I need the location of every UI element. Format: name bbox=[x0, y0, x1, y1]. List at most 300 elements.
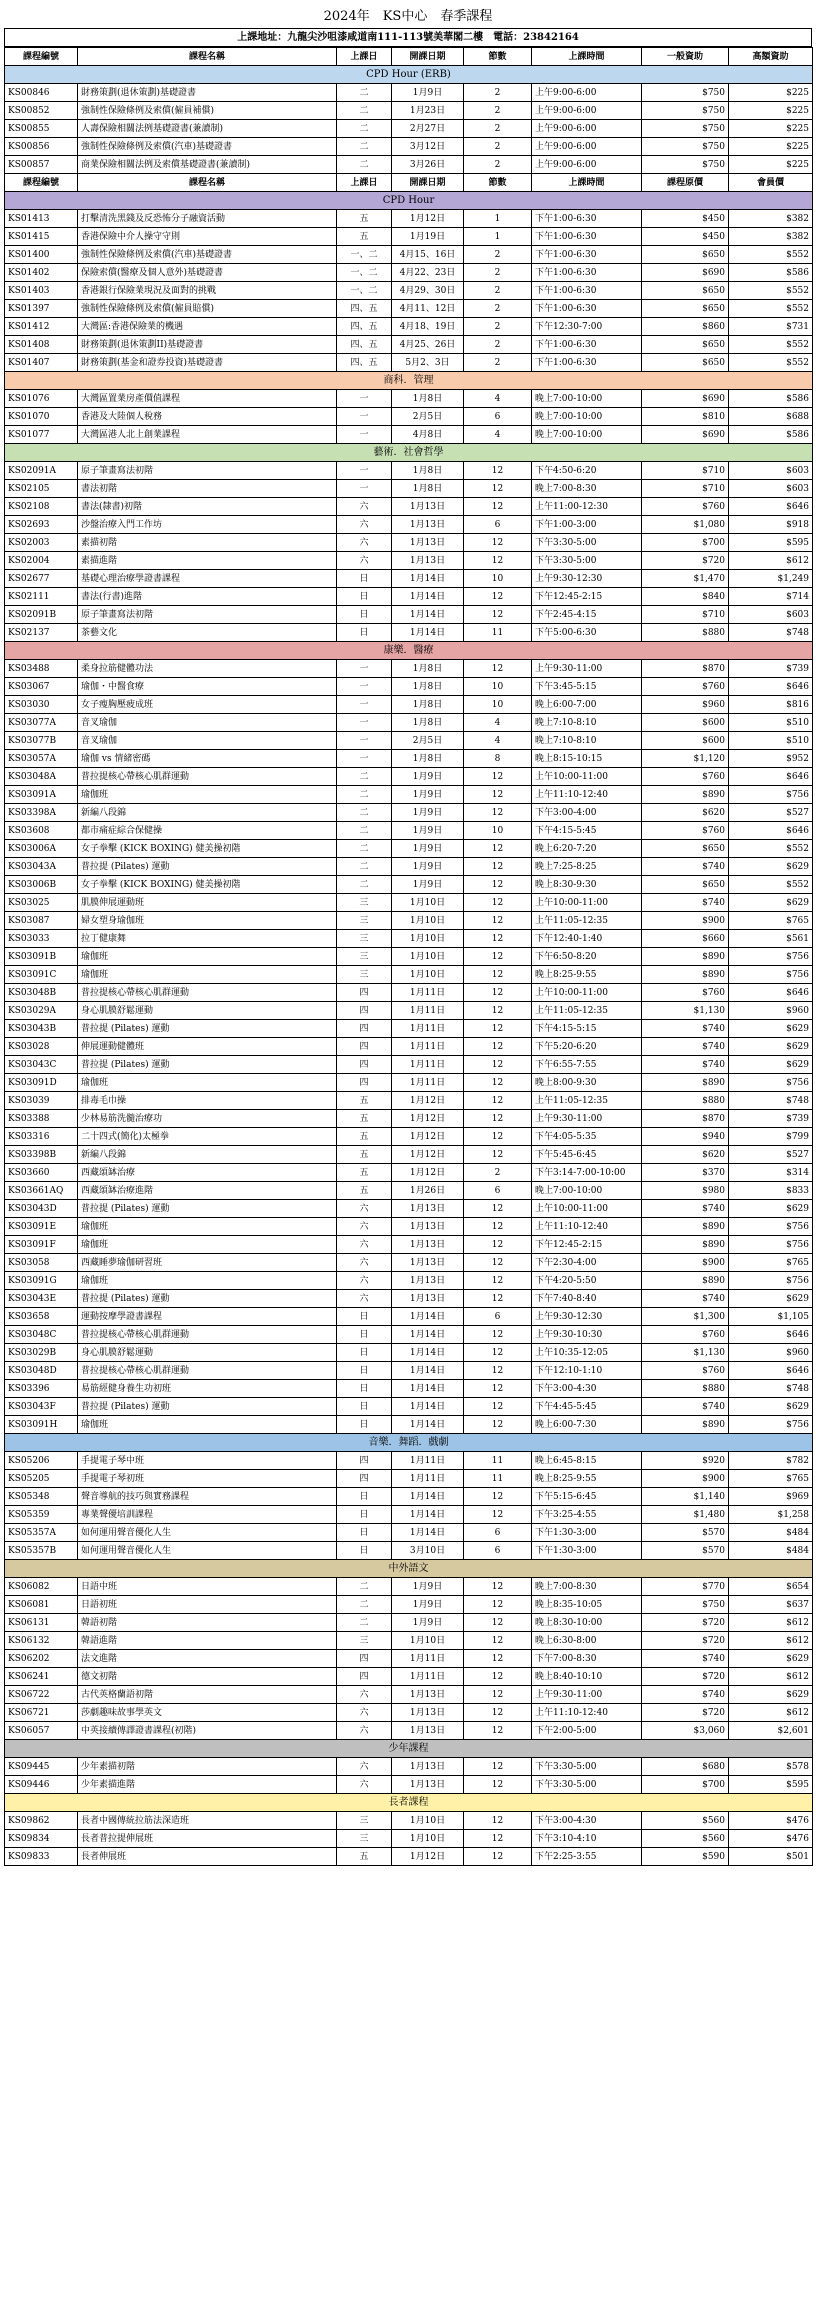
class-day-cell: 日 bbox=[337, 1416, 392, 1434]
price-a-cell: $890 bbox=[642, 1416, 729, 1434]
table-row bbox=[5, 1182, 813, 1200]
price-a-cell: $960 bbox=[642, 696, 729, 714]
course-name-cell: 強制性保險條例及索償(汽車)基礎證書 bbox=[78, 246, 337, 264]
price-b-cell: $612 bbox=[729, 1614, 813, 1632]
price-a-cell: $720 bbox=[642, 1632, 729, 1650]
class-day-cell: 四 bbox=[337, 1020, 392, 1038]
sessions-cell: 2 bbox=[464, 354, 532, 372]
course-code-cell: KS02677 bbox=[5, 570, 78, 588]
table-row bbox=[5, 1002, 813, 1020]
course-name-cell: 少林易筋洗髓治療功 bbox=[78, 1110, 337, 1128]
price-b-cell: $739 bbox=[729, 660, 813, 678]
start-date-cell: 1月10日 bbox=[392, 966, 464, 984]
address-line: 上課地址：九龍尖沙咀漆咸道南111-113號美華閣二樓 電話：23842164 bbox=[4, 28, 812, 47]
class-day-cell: 日 bbox=[337, 1542, 392, 1560]
course-code-cell: KS03048B bbox=[5, 984, 78, 1002]
class-time-cell: 下午3:00-4:30 bbox=[532, 1812, 642, 1830]
class-time-cell: 上午11:10-12:40 bbox=[532, 1704, 642, 1722]
class-day-cell: 一、二 bbox=[337, 246, 392, 264]
course-name-cell: 韓語進階 bbox=[78, 1632, 337, 1650]
price-b-cell: $586 bbox=[729, 390, 813, 408]
header-class-day: 上課日 bbox=[337, 174, 392, 192]
course-name-cell: 西藏頌缽治療 bbox=[78, 1164, 337, 1182]
price-b-cell: $552 bbox=[729, 300, 813, 318]
price-a-cell: $650 bbox=[642, 246, 729, 264]
price-a-cell: $560 bbox=[642, 1812, 729, 1830]
sessions-cell: 2 bbox=[464, 102, 532, 120]
price-b-cell: $756 bbox=[729, 1218, 813, 1236]
table-row bbox=[5, 480, 813, 498]
class-time-cell: 上午9:30-10:30 bbox=[532, 1326, 642, 1344]
course-name-cell: 手提電子琴中班 bbox=[78, 1452, 337, 1470]
table-row bbox=[5, 732, 813, 750]
course-code-cell: KS06241 bbox=[5, 1668, 78, 1686]
sessions-cell: 12 bbox=[464, 480, 532, 498]
course-code-cell: KS03388 bbox=[5, 1110, 78, 1128]
table-row bbox=[5, 1596, 813, 1614]
table-row bbox=[5, 1020, 813, 1038]
price-a-cell: $750 bbox=[642, 138, 729, 156]
sessions-cell: 12 bbox=[464, 1128, 532, 1146]
course-code-cell: KS03033 bbox=[5, 930, 78, 948]
table-row bbox=[5, 1362, 813, 1380]
sessions-cell: 10 bbox=[464, 570, 532, 588]
class-day-cell: 六 bbox=[337, 1218, 392, 1236]
class-day-cell: 四、五 bbox=[337, 318, 392, 336]
table-row bbox=[5, 1848, 813, 1866]
course-name-cell: 香港保險中介人操守守則 bbox=[78, 228, 337, 246]
table-row bbox=[5, 300, 813, 318]
start-date-cell: 1月13日 bbox=[392, 1290, 464, 1308]
class-time-cell: 晚上6:45-8:15 bbox=[532, 1452, 642, 1470]
start-date-cell: 1月13日 bbox=[392, 552, 464, 570]
course-name-cell: 手提電子琴初班 bbox=[78, 1470, 337, 1488]
course-code-cell: KS03488 bbox=[5, 660, 78, 678]
sessions-cell: 2 bbox=[464, 138, 532, 156]
price-b-cell: $552 bbox=[729, 876, 813, 894]
sessions-cell: 4 bbox=[464, 714, 532, 732]
start-date-cell: 1月10日 bbox=[392, 930, 464, 948]
price-b-cell: $952 bbox=[729, 750, 813, 768]
class-day-cell: 二 bbox=[337, 1578, 392, 1596]
class-time-cell: 上午10:00-11:00 bbox=[532, 984, 642, 1002]
table-row bbox=[5, 120, 813, 138]
price-b-cell: $960 bbox=[729, 1344, 813, 1362]
sessions-cell: 11 bbox=[464, 1452, 532, 1470]
course-name-cell: 財務策劃(退休策劃II)基礎證書 bbox=[78, 336, 337, 354]
price-a-cell: $650 bbox=[642, 840, 729, 858]
sessions-cell: 12 bbox=[464, 1668, 532, 1686]
price-b-cell: $646 bbox=[729, 822, 813, 840]
price-a-cell: $740 bbox=[642, 1020, 729, 1038]
price-a-cell: $860 bbox=[642, 318, 729, 336]
price-b-cell: $561 bbox=[729, 930, 813, 948]
class-time-cell: 下午1:30-3:00 bbox=[532, 1542, 642, 1560]
price-a-cell: $700 bbox=[642, 534, 729, 552]
course-code-cell: KS03025 bbox=[5, 894, 78, 912]
course-code-cell: KS05357A bbox=[5, 1524, 78, 1542]
class-day-cell: 五 bbox=[337, 1182, 392, 1200]
price-b-cell: $646 bbox=[729, 498, 813, 516]
start-date-cell: 1月9日 bbox=[392, 822, 464, 840]
sessions-cell: 12 bbox=[464, 660, 532, 678]
header-start-date: 開課日期 bbox=[392, 174, 464, 192]
class-time-cell: 下午2:00-5:00 bbox=[532, 1722, 642, 1740]
section-title: 商科．管理 bbox=[5, 372, 813, 390]
class-time-cell: 下午3:00-4:30 bbox=[532, 1380, 642, 1398]
start-date-cell: 4月29、30日 bbox=[392, 282, 464, 300]
start-date-cell: 1月13日 bbox=[392, 498, 464, 516]
start-date-cell: 1月8日 bbox=[392, 660, 464, 678]
class-day-cell: 六 bbox=[337, 1290, 392, 1308]
course-code-cell: KS01415 bbox=[5, 228, 78, 246]
start-date-cell: 1月9日 bbox=[392, 786, 464, 804]
price-a-cell: $940 bbox=[642, 1128, 729, 1146]
price-a-cell: $690 bbox=[642, 426, 729, 444]
price-a-cell: $3,060 bbox=[642, 1722, 729, 1740]
header-course-code: 課程編號 bbox=[5, 174, 78, 192]
header-start-date: 開課日期 bbox=[392, 48, 464, 66]
price-a-cell: $700 bbox=[642, 1776, 729, 1794]
sessions-cell: 2 bbox=[464, 246, 532, 264]
price-a-cell: $720 bbox=[642, 1614, 729, 1632]
course-name-cell: 長者中國傳統拉筋法深造班 bbox=[78, 1812, 337, 1830]
table-row bbox=[5, 1758, 813, 1776]
course-code-cell: KS01400 bbox=[5, 246, 78, 264]
class-day-cell: 一 bbox=[337, 678, 392, 696]
class-time-cell: 下午3:45-5:15 bbox=[532, 678, 642, 696]
sessions-cell: 6 bbox=[464, 516, 532, 534]
start-date-cell: 1月14日 bbox=[392, 1506, 464, 1524]
table-row bbox=[5, 1470, 813, 1488]
course-name-cell: 書法(隸書)初階 bbox=[78, 498, 337, 516]
price-a-cell: $1,120 bbox=[642, 750, 729, 768]
start-date-cell: 1月10日 bbox=[392, 1812, 464, 1830]
course-code-cell: KS03091D bbox=[5, 1074, 78, 1092]
course-name-cell: 大灣區:香港保險業的機遇 bbox=[78, 318, 337, 336]
course-name-cell: 商業保險相關法例及索償基礎證書(兼讀制) bbox=[78, 156, 337, 174]
table-row bbox=[5, 1488, 813, 1506]
course-name-cell: 少年素描進階 bbox=[78, 1776, 337, 1794]
class-time-cell: 下午4:50-6:20 bbox=[532, 462, 642, 480]
course-name-cell: 如何運用聲音優化人生 bbox=[78, 1524, 337, 1542]
price-b-cell: $552 bbox=[729, 282, 813, 300]
start-date-cell: 1月10日 bbox=[392, 912, 464, 930]
price-b-cell: $510 bbox=[729, 732, 813, 750]
class-time-cell: 晚上8:30-9:30 bbox=[532, 876, 642, 894]
class-time-cell: 下午4:15-5:45 bbox=[532, 822, 642, 840]
course-name-cell: 瑜伽班 bbox=[78, 1074, 337, 1092]
course-name-cell: 二十四式(簡化)太極拳 bbox=[78, 1128, 337, 1146]
table-row bbox=[5, 1344, 813, 1362]
table-row bbox=[5, 1128, 813, 1146]
price-b-cell: $612 bbox=[729, 552, 813, 570]
class-time-cell: 下午12:45-2:15 bbox=[532, 588, 642, 606]
course-name-cell: 普拉提核心帶核心肌群運動 bbox=[78, 984, 337, 1002]
sessions-cell: 12 bbox=[464, 1218, 532, 1236]
price-a-cell: $650 bbox=[642, 282, 729, 300]
class-day-cell: 日 bbox=[337, 1344, 392, 1362]
price-a-cell: $760 bbox=[642, 678, 729, 696]
class-day-cell: 一 bbox=[337, 660, 392, 678]
course-code-cell: KS01077 bbox=[5, 426, 78, 444]
course-name-cell: 少年素描初階 bbox=[78, 1758, 337, 1776]
start-date-cell: 4月25、26日 bbox=[392, 336, 464, 354]
price-b-cell: $527 bbox=[729, 804, 813, 822]
price-a-cell: $890 bbox=[642, 966, 729, 984]
price-a-cell: $710 bbox=[642, 606, 729, 624]
table-row bbox=[5, 1650, 813, 1668]
price-b-cell: $225 bbox=[729, 138, 813, 156]
course-code-cell: KS03043B bbox=[5, 1020, 78, 1038]
table-row bbox=[5, 1578, 813, 1596]
price-b-cell: $765 bbox=[729, 912, 813, 930]
course-code-cell: KS06131 bbox=[5, 1614, 78, 1632]
price-b-cell: $552 bbox=[729, 246, 813, 264]
course-code-cell: KS06057 bbox=[5, 1722, 78, 1740]
class-day-cell: 四 bbox=[337, 1452, 392, 1470]
price-a-cell: $740 bbox=[642, 1056, 729, 1074]
course-code-cell: KS03087 bbox=[5, 912, 78, 930]
start-date-cell: 1月12日 bbox=[392, 1848, 464, 1866]
start-date-cell: 1月10日 bbox=[392, 1830, 464, 1848]
class-time-cell: 晚上7:00-10:00 bbox=[532, 408, 642, 426]
class-time-cell: 晚上8:25-9:55 bbox=[532, 1470, 642, 1488]
class-time-cell: 晚上7:00-8:30 bbox=[532, 480, 642, 498]
price-b-cell: $225 bbox=[729, 156, 813, 174]
class-day-cell: 一 bbox=[337, 732, 392, 750]
course-name-cell: 強制性保險條例及索償(僱員賠償) bbox=[78, 300, 337, 318]
course-code-cell: KS09445 bbox=[5, 1758, 78, 1776]
table-row bbox=[5, 1614, 813, 1632]
price-b-cell: $629 bbox=[729, 1650, 813, 1668]
course-code-cell: KS09446 bbox=[5, 1776, 78, 1794]
start-date-cell: 1月8日 bbox=[392, 714, 464, 732]
start-date-cell: 1月12日 bbox=[392, 1110, 464, 1128]
class-day-cell: 日 bbox=[337, 1488, 392, 1506]
price-a-cell: $740 bbox=[642, 858, 729, 876]
class-day-cell: 日 bbox=[337, 1326, 392, 1344]
sessions-cell: 12 bbox=[464, 1074, 532, 1092]
course-code-cell: KS01412 bbox=[5, 318, 78, 336]
price-a-cell: $620 bbox=[642, 804, 729, 822]
price-b-cell: $629 bbox=[729, 1038, 813, 1056]
class-time-cell: 下午2:25-3:55 bbox=[532, 1848, 642, 1866]
sessions-cell: 12 bbox=[464, 1326, 532, 1344]
start-date-cell: 1月10日 bbox=[392, 948, 464, 966]
class-day-cell: 日 bbox=[337, 624, 392, 642]
table-row bbox=[5, 822, 813, 840]
start-date-cell: 1月14日 bbox=[392, 570, 464, 588]
course-code-cell: KS03043E bbox=[5, 1290, 78, 1308]
class-time-cell: 下午6:50-8:20 bbox=[532, 948, 642, 966]
course-name-cell: 專業聲優培訓課程 bbox=[78, 1506, 337, 1524]
table-row bbox=[5, 876, 813, 894]
class-day-cell: 五 bbox=[337, 1092, 392, 1110]
course-name-cell: 運動按摩學證書課程 bbox=[78, 1308, 337, 1326]
table-row bbox=[5, 606, 813, 624]
table-row bbox=[5, 912, 813, 930]
class-day-cell: 日 bbox=[337, 1362, 392, 1380]
price-b-cell: $612 bbox=[729, 1668, 813, 1686]
price-b-cell: $476 bbox=[729, 1830, 813, 1848]
class-time-cell: 下午3:30-5:00 bbox=[532, 1758, 642, 1776]
course-name-cell: 中英接續傳譯證書課程(初階) bbox=[78, 1722, 337, 1740]
price-a-cell: $890 bbox=[642, 1074, 729, 1092]
class-day-cell: 日 bbox=[337, 1524, 392, 1542]
course-name-cell: 素描進階 bbox=[78, 552, 337, 570]
course-code-cell: KS03398A bbox=[5, 804, 78, 822]
price-b-cell: $782 bbox=[729, 1452, 813, 1470]
class-day-cell: 六 bbox=[337, 1200, 392, 1218]
table-row bbox=[5, 1722, 813, 1740]
price-b-cell: $510 bbox=[729, 714, 813, 732]
sessions-cell: 12 bbox=[464, 948, 532, 966]
class-day-cell: 一 bbox=[337, 750, 392, 768]
course-name-cell: 長者伸展班 bbox=[78, 1848, 337, 1866]
price-b-cell: $612 bbox=[729, 1632, 813, 1650]
price-b-cell: $756 bbox=[729, 1074, 813, 1092]
course-name-cell: 書法初階 bbox=[78, 480, 337, 498]
sessions-cell: 12 bbox=[464, 552, 532, 570]
course-code-cell: KS03658 bbox=[5, 1308, 78, 1326]
sessions-cell: 12 bbox=[464, 1506, 532, 1524]
sessions-cell: 12 bbox=[464, 498, 532, 516]
sessions-cell: 12 bbox=[464, 1632, 532, 1650]
course-name-cell: 婦女塑身瑜伽班 bbox=[78, 912, 337, 930]
price-a-cell: $450 bbox=[642, 228, 729, 246]
course-name-cell: 女子拳擊 (KICK BOXING) 健美操初階 bbox=[78, 840, 337, 858]
class-time-cell: 晚上8:15-10:15 bbox=[532, 750, 642, 768]
course-name-cell: 如何運用聲音優化人生 bbox=[78, 1542, 337, 1560]
course-code-cell: KS02091A bbox=[5, 462, 78, 480]
table-row bbox=[5, 1380, 813, 1398]
start-date-cell: 1月14日 bbox=[392, 1524, 464, 1542]
table-row bbox=[5, 210, 813, 228]
table-row bbox=[5, 1146, 813, 1164]
sessions-cell: 6 bbox=[464, 1542, 532, 1560]
class-day-cell: 五 bbox=[337, 1164, 392, 1182]
class-time-cell: 上午10:00-11:00 bbox=[532, 768, 642, 786]
sessions-cell: 12 bbox=[464, 1812, 532, 1830]
class-day-cell: 三 bbox=[337, 912, 392, 930]
section-title: CPD Hour (ERB) bbox=[5, 66, 813, 84]
class-time-cell: 下午4:45-5:45 bbox=[532, 1398, 642, 1416]
course-name-cell: 西藏睡夢瑜伽研習班 bbox=[78, 1254, 337, 1272]
price-a-cell: $1,080 bbox=[642, 516, 729, 534]
start-date-cell: 1月12日 bbox=[392, 1128, 464, 1146]
sessions-cell: 11 bbox=[464, 624, 532, 642]
course-code-cell: KS03039 bbox=[5, 1092, 78, 1110]
price-b-cell: $586 bbox=[729, 426, 813, 444]
course-name-cell: 音叉瑜伽 bbox=[78, 714, 337, 732]
price-b-cell: $314 bbox=[729, 1164, 813, 1182]
price-a-cell: $760 bbox=[642, 1362, 729, 1380]
price-a-cell: $740 bbox=[642, 1038, 729, 1056]
start-date-cell: 1月11日 bbox=[392, 1020, 464, 1038]
table-row bbox=[5, 1110, 813, 1128]
table-row bbox=[5, 1164, 813, 1182]
sessions-cell: 12 bbox=[464, 1020, 532, 1038]
start-date-cell: 1月8日 bbox=[392, 750, 464, 768]
class-day-cell: 五 bbox=[337, 1110, 392, 1128]
price-b-cell: $629 bbox=[729, 1290, 813, 1308]
price-a-cell: $710 bbox=[642, 480, 729, 498]
course-name-cell: 瑜伽班 bbox=[78, 1416, 337, 1434]
table-row bbox=[5, 246, 813, 264]
class-day-cell: 五 bbox=[337, 228, 392, 246]
table-row bbox=[5, 624, 813, 642]
class-time-cell: 下午4:15-5:15 bbox=[532, 1020, 642, 1038]
sessions-cell: 12 bbox=[464, 1092, 532, 1110]
class-day-cell: 二 bbox=[337, 156, 392, 174]
start-date-cell: 1月9日 bbox=[392, 1614, 464, 1632]
start-date-cell: 1月10日 bbox=[392, 1632, 464, 1650]
sessions-cell: 12 bbox=[464, 1380, 532, 1398]
price-a-cell: $570 bbox=[642, 1524, 729, 1542]
class-day-cell: 二 bbox=[337, 102, 392, 120]
table-row bbox=[5, 426, 813, 444]
class-time-cell: 上午10:00-11:00 bbox=[532, 1200, 642, 1218]
price-b-cell: $382 bbox=[729, 228, 813, 246]
course-code-cell: KS02003 bbox=[5, 534, 78, 552]
class-day-cell: 二 bbox=[337, 120, 392, 138]
header-class-time: 上課時間 bbox=[532, 174, 642, 192]
start-date-cell: 1月9日 bbox=[392, 768, 464, 786]
start-date-cell: 1月11日 bbox=[392, 1074, 464, 1092]
course-code-cell: KS01408 bbox=[5, 336, 78, 354]
class-time-cell: 下午5:00-6:30 bbox=[532, 624, 642, 642]
price-b-cell: $603 bbox=[729, 606, 813, 624]
price-a-cell: $900 bbox=[642, 1254, 729, 1272]
course-code-cell: KS01070 bbox=[5, 408, 78, 426]
course-code-cell: KS09833 bbox=[5, 1848, 78, 1866]
start-date-cell: 1月9日 bbox=[392, 840, 464, 858]
price-a-cell: $740 bbox=[642, 1398, 729, 1416]
start-date-cell: 2月27日 bbox=[392, 120, 464, 138]
class-day-cell: 二 bbox=[337, 1596, 392, 1614]
table-row bbox=[5, 1254, 813, 1272]
course-code-cell: KS06202 bbox=[5, 1650, 78, 1668]
sessions-cell: 11 bbox=[464, 1470, 532, 1488]
table-row bbox=[5, 102, 813, 120]
price-a-cell: $750 bbox=[642, 102, 729, 120]
price-b-cell: $527 bbox=[729, 1146, 813, 1164]
class-time-cell: 下午1:30-3:00 bbox=[532, 1524, 642, 1542]
class-day-cell: 六 bbox=[337, 1722, 392, 1740]
course-name-cell: 原子筆畫寫法初階 bbox=[78, 462, 337, 480]
start-date-cell: 1月11日 bbox=[392, 1470, 464, 1488]
class-time-cell: 上午11:00-12:30 bbox=[532, 498, 642, 516]
sessions-cell: 12 bbox=[464, 1272, 532, 1290]
class-day-cell: 六 bbox=[337, 1236, 392, 1254]
class-day-cell: 五 bbox=[337, 1128, 392, 1146]
price-a-cell: $920 bbox=[642, 1452, 729, 1470]
course-code-cell: KS05205 bbox=[5, 1470, 78, 1488]
course-name-cell: 長者普拉提伸展班 bbox=[78, 1830, 337, 1848]
course-name-cell: 瑜伽 vs 情緒密碼 bbox=[78, 750, 337, 768]
course-code-cell: KS03048A bbox=[5, 768, 78, 786]
course-name-cell: 伸展運動健體班 bbox=[78, 1038, 337, 1056]
class-time-cell: 下午1:00-6:30 bbox=[532, 300, 642, 318]
table-row bbox=[5, 1812, 813, 1830]
course-name-cell: 瑜伽班 bbox=[78, 1272, 337, 1290]
class-day-cell: 三 bbox=[337, 1632, 392, 1650]
course-name-cell: 普拉提核心帶核心肌群運動 bbox=[78, 1326, 337, 1344]
course-name-cell: 書法(行書)進階 bbox=[78, 588, 337, 606]
page-title: 2024年 KS中心 春季課程 bbox=[323, 9, 493, 24]
sessions-cell: 2 bbox=[464, 156, 532, 174]
